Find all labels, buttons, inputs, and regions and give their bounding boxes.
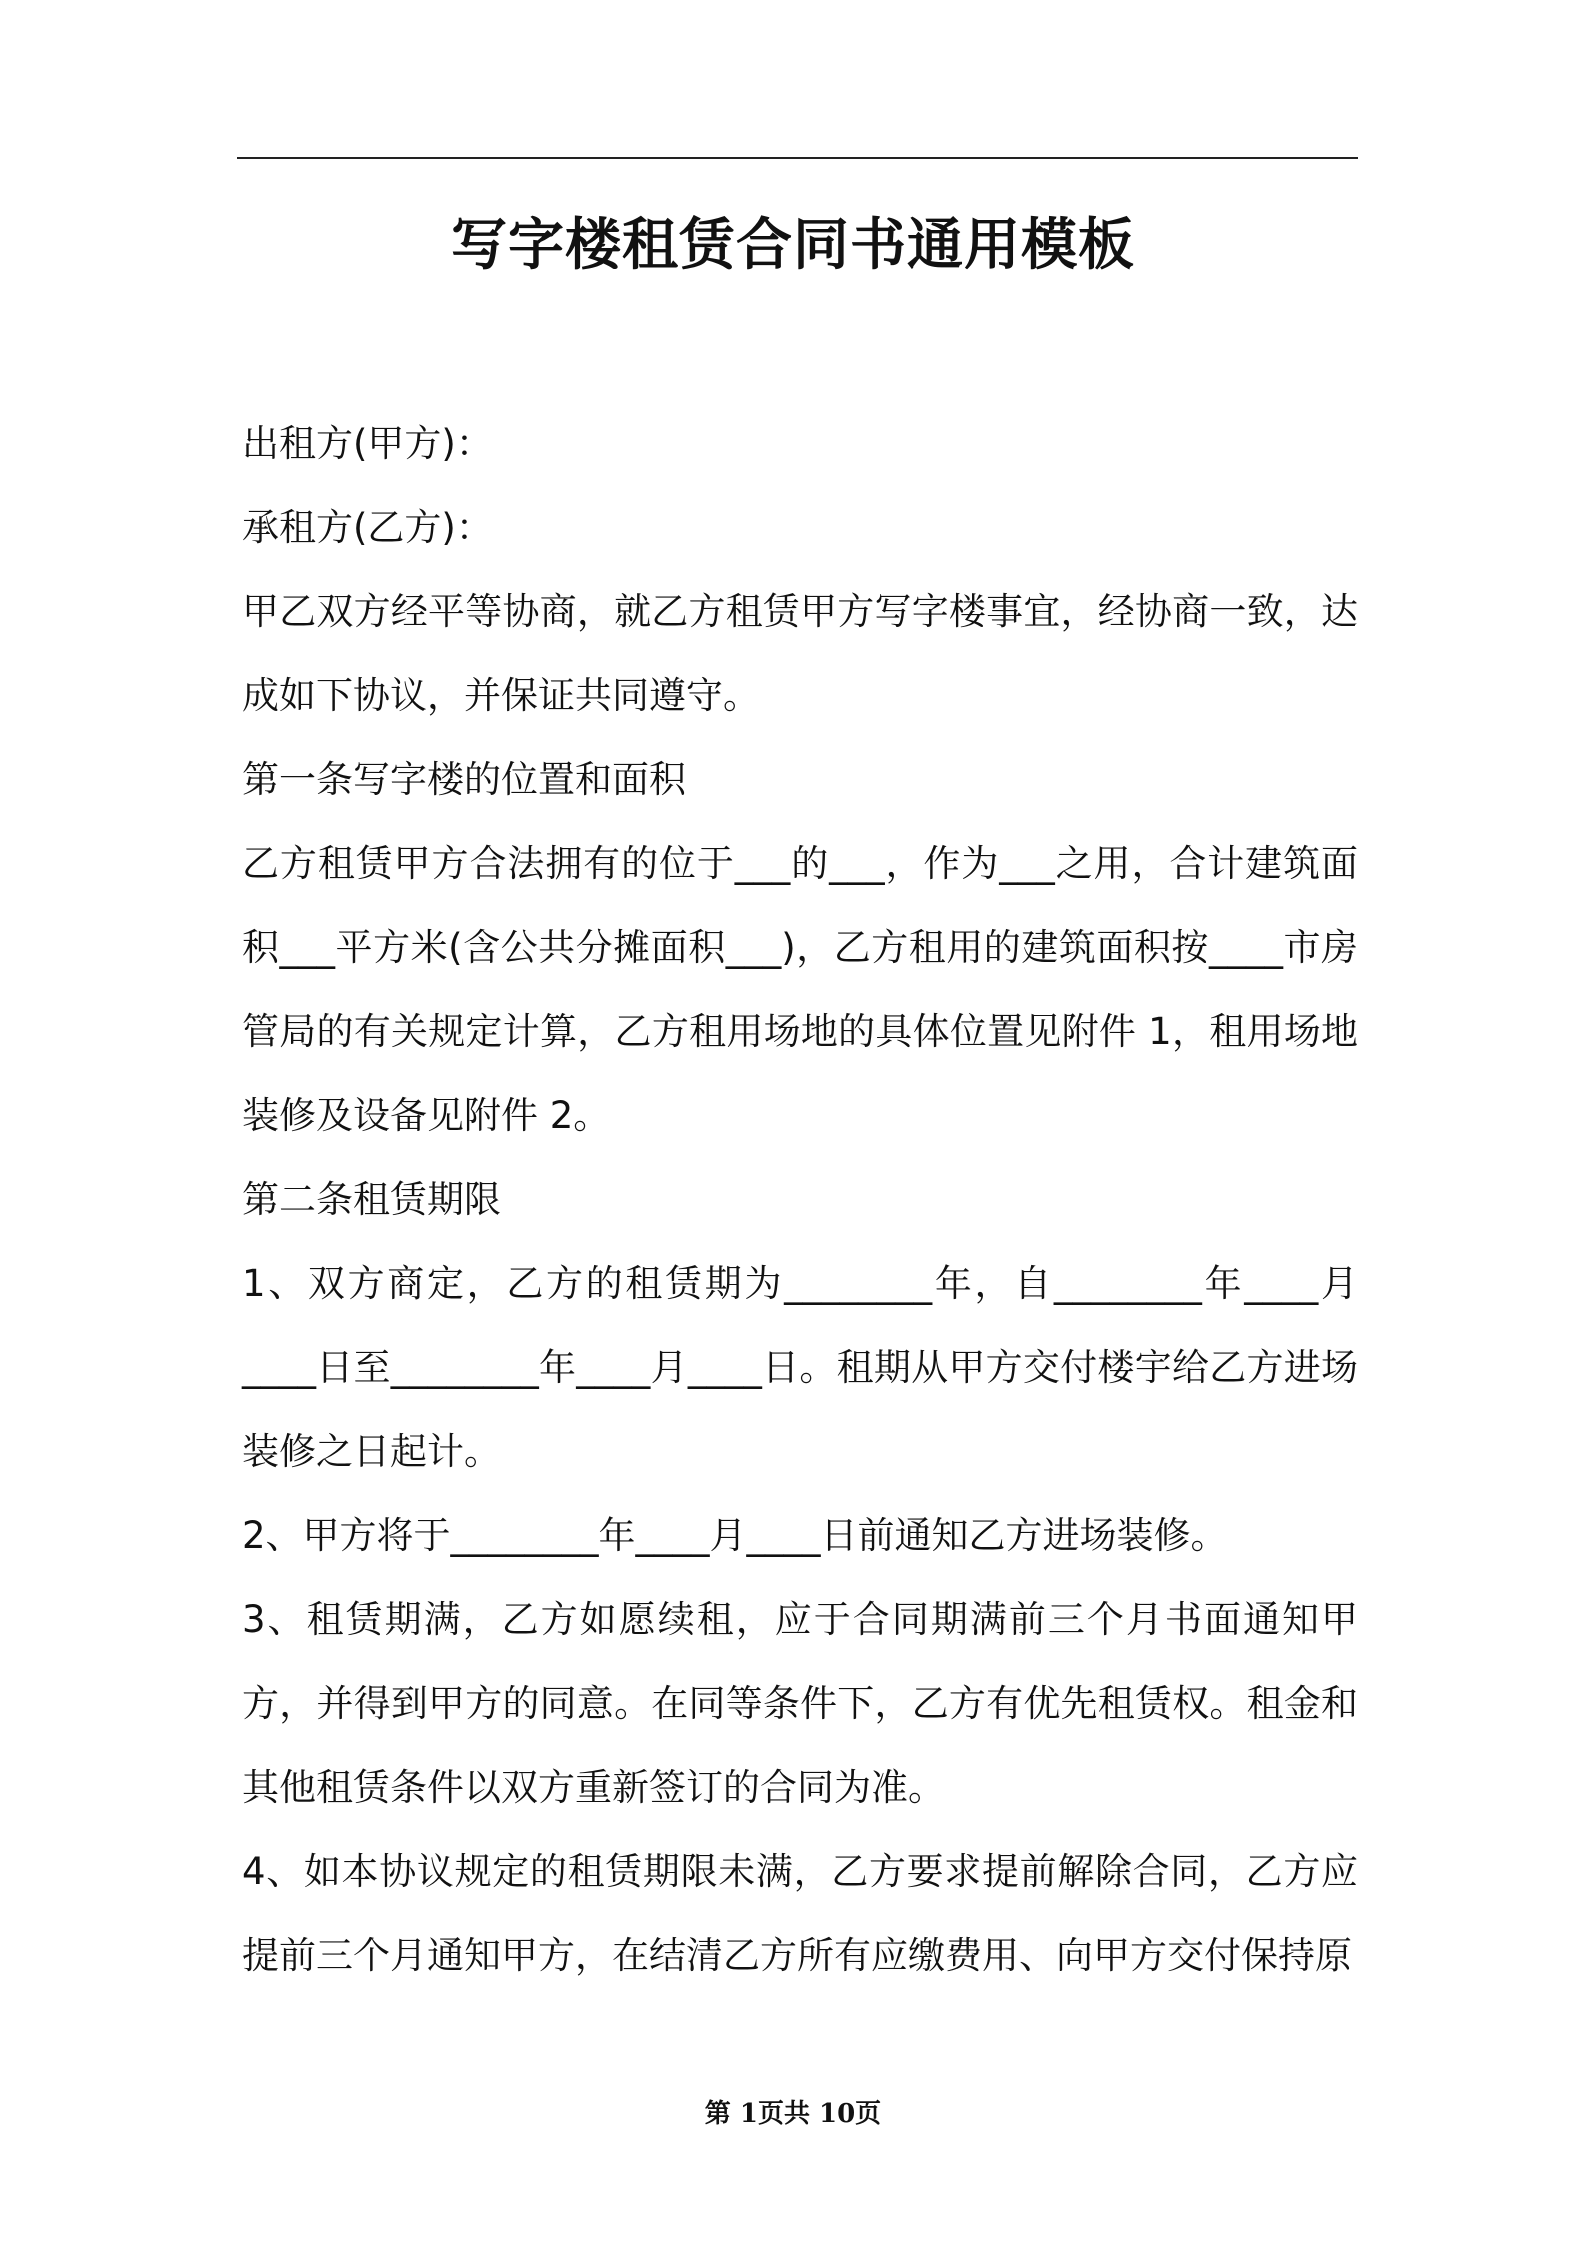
- page-number: 第 1页共 10页: [704, 2099, 882, 2129]
- article-2-clause-1: 1、双方商定，乙方的租赁期为________年，自________年____月____日至________年____月____日。租期从甲方交付楼宇给乙方进场装修之日起计。: [242, 1262, 1358, 1473]
- party-a-line: 出租方(甲方)：: [242, 422, 493, 465]
- preamble-paragraph: 甲乙双方经平等协商，就乙方租赁甲方写字楼事宜，经协商一致，达成如下协议，并保证共同遵守。: [242, 590, 1358, 717]
- header-divider: [237, 157, 1358, 159]
- document-title: 写字楼租赁合同书通用模板: [451, 213, 1135, 278]
- article-2-clause-4: 4、如本协议规定的租赁期限未满，乙方要求提前解除合同，乙方应提前三个月通知甲方，在结清乙方所有应缴费用、向甲方交付保持原: [242, 1850, 1358, 1977]
- article-2-clause-3: 3、租赁期满，乙方如愿续租，应于合同期满前三个月书面通知甲方，并得到甲方的同意。在同等条件下，乙方有优先租赁权。租金和其他租赁条件以双方重新签订的合同为准。: [242, 1598, 1358, 1809]
- article-1-heading: 第一条写字楼的位置和面积: [242, 758, 686, 801]
- article-2-heading: 第二条租赁期限: [242, 1178, 501, 1221]
- document-body: [242, 402, 1358, 1998]
- article-2-clause-2: 2、甲方将于________年____月____日前通知乙方进场装修。: [242, 1514, 1228, 1557]
- party-b-line: 承租方(乙方)：: [242, 506, 493, 549]
- article-1-paragraph: 乙方租赁甲方合法拥有的位于___的___，作为___之用，合计建筑面积___平方米(含公共分摊面积___)，乙方租用的建筑面积按____市房管局的有关规定计算，乙方租用场地的具体位置见附件 1，租用场地装修及设备见附件 2。: [242, 842, 1358, 1137]
